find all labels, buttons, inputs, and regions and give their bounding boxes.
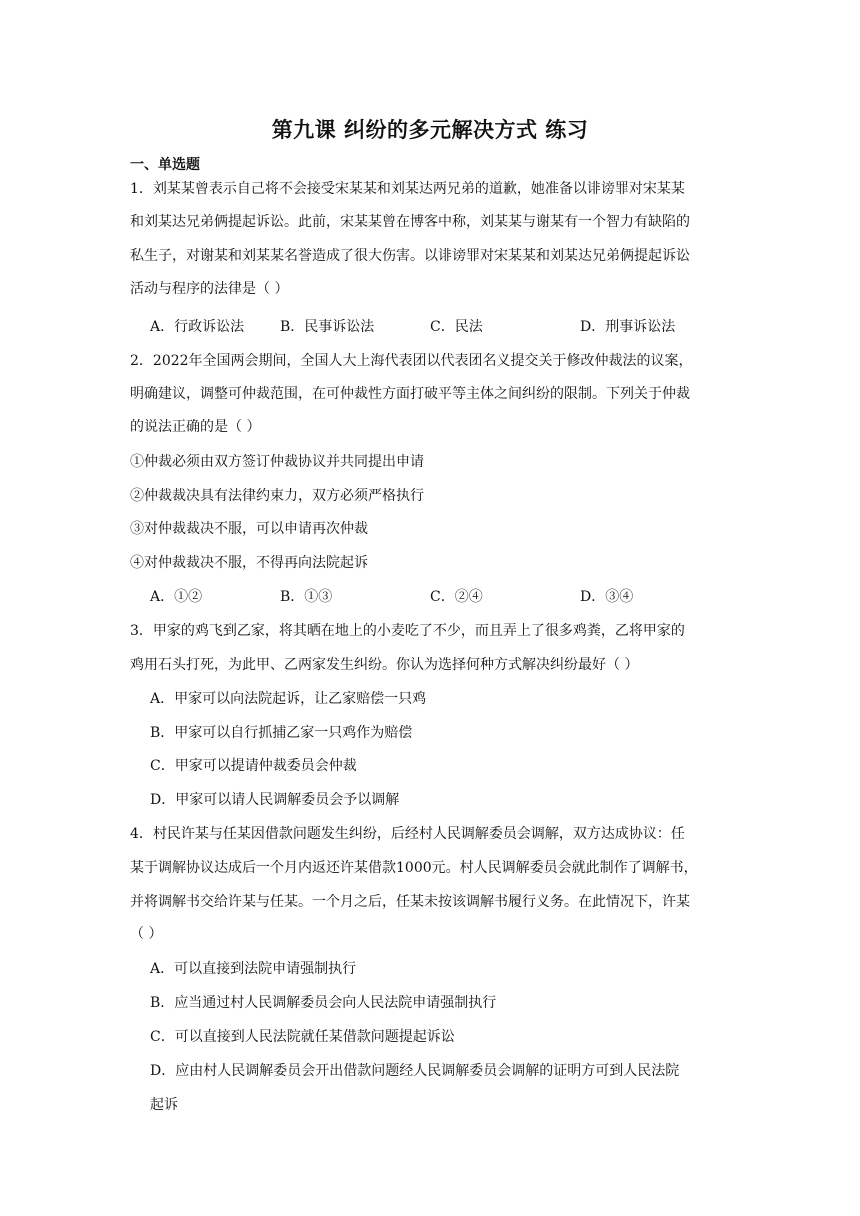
- q2-option-c[interactable]: C．②④: [430, 589, 483, 605]
- q4-option-a[interactable]: A．可以直接到法院申请强制执行: [150, 961, 357, 977]
- q4-line-3: 并将调解书交给许某与任某。一个月之后，任某未按该调解书履行义务。在此情况下，许某: [130, 894, 690, 910]
- q4-line-2: 某于调解协议达成后一个月内返还许某借款1000元。村人民调解委员会就此制作了调解书，: [130, 860, 698, 876]
- q2-option-a[interactable]: A．①②: [150, 589, 203, 605]
- q1-line-1: 1．刘某某曾表示自己将不会接受宋某某和刘某达两兄弟的道歉，她准备以诽谤罪对宋某某: [130, 181, 685, 197]
- q3-line-1: 3．甲家的鸡飞到乙家，将其晒在地上的小麦吃了不少，而且弄上了很多鸡粪，乙将甲家的: [130, 623, 685, 639]
- section-heading: 一、单选题: [130, 157, 200, 173]
- q3-option-a[interactable]: A．甲家可以向法院起诉，让乙家赔偿一只鸡: [150, 691, 427, 707]
- q4-line-4: （ ）: [130, 926, 163, 942]
- q1-line-4: 活动与程序的法律是（ ）: [130, 281, 289, 297]
- q1-option-b[interactable]: B．民事诉讼法: [280, 319, 375, 335]
- q3-option-c[interactable]: C．甲家可以提请仲裁委员会仲裁: [150, 758, 357, 774]
- q3-option-b[interactable]: B．甲家可以自行抓捕乙家一只鸡作为赔偿: [150, 725, 413, 741]
- q4-option-c[interactable]: C．可以直接到人民法院就任某借款问题提起诉讼: [150, 1029, 455, 1045]
- q2-statement-1: ①仲裁必须由双方签订仲裁协议并共同提出申请: [130, 454, 424, 470]
- q2-option-b[interactable]: B．①③: [280, 589, 333, 605]
- q2-statement-4: ④对仲裁裁决不服，不得再向法院起诉: [130, 555, 368, 571]
- q2-line-2: 明确建议，调整可仲裁范围，在可仲裁性方面打破平等主体之间纠纷的限制。下列关于仲裁: [130, 386, 690, 402]
- q4-option-b[interactable]: B．应当通过村人民调解委员会向人民法院申请强制执行: [150, 995, 497, 1011]
- q3-line-2: 鸡用石头打死，为此甲、乙两家发生纠纷。你认为选择何种方式解决纠纷最好（ ）: [130, 657, 639, 673]
- q2-statement-2: ②仲裁裁决具有法律约束力，双方必须严格执行: [130, 488, 424, 504]
- q1-option-d[interactable]: D．刑事诉讼法: [580, 319, 676, 335]
- q2-option-d[interactable]: D．③④: [580, 589, 634, 605]
- q2-line-1: 2．2022年全国两会期间，全国人大上海代表团以代表团名义提交关于修改仲裁法的议案，: [130, 353, 693, 369]
- q4-option-d[interactable]: D．应由村人民调解委员会开出借款问题经人民调解委员会调解的证明方可到人民法院: [150, 1063, 680, 1079]
- page-title: 第九课 纠纷的多元解决方式 练习: [271, 118, 589, 142]
- q1-option-a[interactable]: A．行政诉讼法: [150, 319, 245, 335]
- q1-option-c[interactable]: C．民法: [430, 319, 483, 335]
- q1-line-2: 和刘某达兄弟俩提起诉讼。此前，宋某某曾在博客中称，刘某某与谢某有一个智力有缺陷的: [130, 214, 690, 230]
- q4-option-d-continued: 起诉: [150, 1097, 178, 1113]
- q4-line-1: 4．村民许某与任某因借款问题发生纠纷，后经村人民调解委员会调解，双方达成协议：任: [130, 826, 685, 842]
- q2-line-3: 的说法正确的是（ ）: [130, 419, 261, 435]
- q3-option-d[interactable]: D．甲家可以请人民调解委员会予以调解: [150, 792, 400, 808]
- q2-statement-3: ③对仲裁裁决不服，可以申请再次仲裁: [130, 521, 368, 537]
- q1-line-3: 私生子，对谢某和刘某某名誉造成了很大伤害。以诽谤罪对宋某某和刘某达兄弟俩提起诉讼: [130, 248, 690, 264]
